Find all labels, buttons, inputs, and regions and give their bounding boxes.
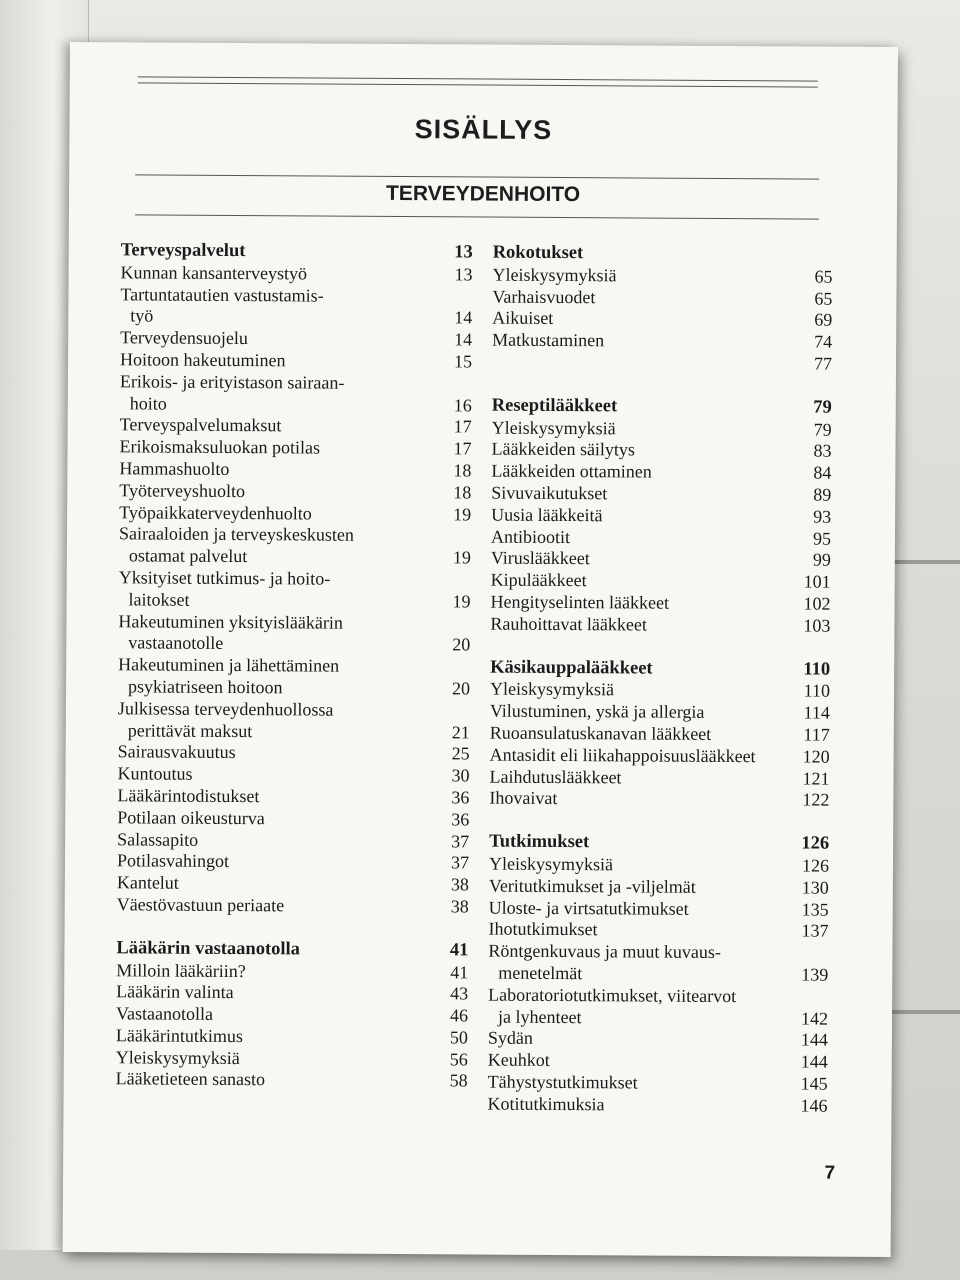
toc-entry-label: hoito [129,392,167,414]
toc-entry-page: 14 [454,307,473,328]
toc-entry-label: Antasidit eli liikahappoisuuslääkkeet [489,744,756,766]
top-rule [138,76,818,81]
toc-section-heading [493,243,833,267]
toc-entry-label: Uloste- ja virtsatutkimukset [488,897,689,919]
toc-entry-page: 20 [452,634,471,655]
toc-entry-page: 126 [801,833,830,854]
toc-section-heading [121,240,473,264]
toc-entry-label: Lääkärintutkimus [115,1025,243,1046]
toc-entry [488,941,828,965]
toc-entry-page: 114 [803,702,830,723]
toc-group [490,395,831,637]
toc-entry-page: 65 [814,288,833,309]
toc-entry [491,526,831,550]
toc-group [117,240,473,918]
toc-entry-label: Julkisessa terveydenhuollossa [117,698,334,720]
toc-entry-page: 142 [800,1007,829,1029]
toc-group [487,832,829,1117]
toc-entry-page: 38 [450,874,469,895]
toc-group [116,938,469,1093]
toc-entry [116,1047,468,1071]
toc-entry-label: Lääketieteen sanasto [115,1068,266,1090]
toc-entry [487,1093,827,1117]
toc-entry-label: Terveydensuojelu [120,327,248,349]
toc-entry [492,308,832,332]
toc-entry-label: Veritutkimukset ja -viljelmät [488,875,696,897]
toc-entry-page: 83 [813,440,832,462]
book-page [63,42,898,1257]
toc-entry-page: 135 [801,899,829,920]
toc-entry-page: 110 [803,659,831,680]
toc-entry-label: ostamat palvelut [128,545,248,567]
toc-entry-page: 139 [801,964,829,985]
toc-entry [116,1069,468,1093]
toc-entry [492,286,832,310]
toc-entry [120,284,472,308]
toc-entry-label: Lääkärin valinta [116,981,234,1003]
toc-entry-label: Työterveyshuolto [119,480,246,501]
toc-entry-label: Erikois- ja erityistason sairaan- [119,371,345,393]
page-number: 7 [824,1162,836,1184]
toc-entry-page: 19 [453,503,472,525]
toc-entry-label: Antibiootit [490,526,571,547]
toc-entry-label: Vastaanotolla [116,1003,214,1024]
toc-entry-label: Lääkkeiden ottaminen [491,460,652,482]
toc-entry [116,1003,468,1027]
toc-entry [491,592,831,616]
toc-entry-label: Salassapito [117,828,199,850]
toc-entry [118,720,470,744]
toc-entry-label: Kunnan kansanterveystyö [120,262,308,284]
toc-entry [116,960,468,984]
toc-entry [120,306,472,330]
toc-entry-label: Aikuiset [492,307,554,329]
toc-entry-label: Terveyspalvelumaksut [119,414,282,436]
toc-entry [120,415,472,439]
toc-entry-page: 77 [813,353,833,374]
toc-right-column [487,243,832,1140]
toc-entry-page: 16 [453,394,472,416]
toc-entry-label: Yleiskysymyksiä [492,264,617,286]
toc-entry [488,1050,828,1074]
toc-entry-page: 56 [449,1049,468,1070]
toc-entry-page: 93 [813,506,832,527]
toc-entry-page: 79 [813,419,832,440]
toc-entry-page: 21 [451,721,470,742]
toc-entry-label: Käsikauppalääkkeet [490,657,653,679]
toc-entry-label: Tartuntatautien vastustamis- [120,283,324,306]
toc-entry-page: 103 [803,615,831,636]
toc-entry [118,698,470,722]
toc-entry [492,417,832,441]
toc-entry [119,589,471,613]
toc-entry-label: Vilustuminen, yskä ja allergia [489,700,705,723]
toc-entry-page: 144 [800,1029,828,1050]
toc-entry [489,919,829,943]
toc-entry [489,766,829,790]
toc-entry [492,352,832,376]
toc-entry-page: 17 [453,438,472,459]
toc-entry-label: Keuhkot [487,1049,550,1071]
toc-entry [488,1028,828,1052]
toc-entry [490,744,830,768]
toc-entry-page: 130 [801,877,829,898]
toc-left-column [115,240,472,1114]
toc-entry [489,788,829,812]
toc-entry-label: ja lyhenteet [497,1006,582,1027]
toc-entry-label: Sydän [487,1027,533,1049]
toc-entry-page: 41 [449,940,469,961]
toc-entry-label: Laboratoriotutkimukset, viitearvot [488,984,737,1006]
toc-entry-label: Uusia lääkkeitä [491,504,603,526]
toc-entry [116,1025,468,1049]
toc-entry-label: menetelmät [498,962,583,984]
toc-entry [118,742,470,766]
toc-entry-label: Lääkärintodistukset [117,785,260,807]
toc-entry-page: 46 [449,1005,469,1026]
toc-entry-label: psykiatriseen hoitoon [128,676,283,698]
toc-entry-page: 15 [453,351,473,372]
toc-entry [490,701,830,725]
toc-entry-page: 120 [802,746,830,767]
toc-entry [491,570,831,594]
toc-entry [120,349,472,373]
toc-entry-page: 36 [451,809,470,830]
toc-entry [118,676,470,700]
toc-entry [119,436,471,460]
toc-entry-page: 50 [449,1027,468,1048]
toc-entry-page: 37 [450,852,470,873]
toc-entry-label: Ruoansulatuskanavan lääkkeet [489,722,712,744]
toc-entry [119,567,471,591]
toc-entry [120,393,472,417]
toc-entry-page: 18 [453,482,472,503]
toc-entry-page: 43 [450,983,469,1004]
toc-entry-page: 14 [454,329,473,350]
toc-entry-page: 137 [801,920,829,941]
toc-entry [489,853,829,877]
toc-entry [491,504,831,528]
toc-entry-label: Tutkimukset [489,831,590,853]
toc-entry-page: 74 [814,331,833,352]
toc-entry-page: 19 [452,547,471,568]
section-rule-top [135,174,819,179]
toc-entry-page: 41 [450,961,469,982]
toc-entry [119,480,471,504]
toc-entry [491,483,831,507]
toc-entry-page: 69 [814,309,833,331]
toc-entry-label: Lääkärin vastaanotolla [116,938,301,960]
toc-entry-label: Yleiskysymyksiä [489,678,615,700]
toc-entry-label: Tähystystutkimukset [487,1071,638,1093]
toc-entry-page: 18 [453,460,472,481]
toc-entry-label: Ihovaivat [489,787,558,809]
toc-entry [490,723,830,747]
toc-entry-label: Väestövastuun periaate [116,894,285,916]
toc-entry [119,458,471,482]
toc-entry [488,984,828,1008]
toc-entry [118,633,470,657]
toc-entry-label: Kantelut [116,872,179,893]
page-title: SISÄLLYS [414,114,553,145]
toc-entry-page: 102 [803,593,831,614]
toc-entry-label: Viruslääkkeet [490,547,590,569]
toc-entry-label: Erikoismaksuluokan potilas [119,436,321,458]
toc-entry [491,461,831,485]
toc-entry-label: Matkustaminen [492,329,605,351]
toc-section-heading [492,395,832,419]
toc-entry [118,654,470,678]
toc-entry [488,962,828,986]
toc-entry-label: laitokset [128,589,190,610]
toc-entry-label: Reseptilääkkeet [491,395,618,417]
toc-entry-label: Yleiskysymyksiä [115,1046,240,1068]
toc-entry-page: 19 [452,591,471,612]
toc-entry-label: Laihdutuslääkkeet [489,766,622,787]
toc-entry-label [492,373,792,375]
toc-entry-page: 84 [813,462,832,483]
toc-entry [491,439,831,463]
toc-entry-label: Kotitutkimuksia [487,1093,605,1114]
toc-entry-page: 117 [803,724,830,745]
toc-entry-label: Rokotukset [492,242,584,264]
section-title: TERVEYDENHOITO [385,181,581,207]
toc-entry-label: työ [130,305,154,326]
toc-entry-label: Hammashuolto [119,458,230,479]
toc-entry [120,327,472,351]
toc-entry-label: Hoitoon hakeutuminen [120,349,286,371]
toc-entry-label: Rauhoittavat lääkkeet [490,613,647,635]
toc-entry [116,982,468,1006]
toc-entry-label: vastaanotolle [128,632,224,654]
toc-section-heading [489,832,829,856]
toc-entry [118,611,470,635]
top-rule-double [138,82,818,87]
toc-entry [488,1006,828,1030]
toc-entry-label: Potilasvahingot [116,850,230,872]
toc-entry-label: Hengityselinten lääkkeet [490,591,670,613]
toc-entry [490,679,830,703]
toc-section-heading [490,657,830,681]
toc-entry-label: Yksityiset tutkimus- ja hoito- [118,567,331,589]
toc-entry [121,262,473,286]
toc-entry-page: 89 [813,484,832,505]
toc-entry-page: 25 [451,743,470,764]
toc-section-heading [116,938,468,962]
toc-entry-page: 145 [800,1073,828,1094]
toc-entry-page: 36 [451,787,470,808]
toc-entry-label: Sairausvakuutus [117,741,236,763]
toc-entry-label: perittävät maksut [127,719,253,741]
toc-entry [491,548,831,572]
toc-entry-page: 17 [453,416,472,437]
toc-entry-page: 99 [812,549,831,571]
toc-entry-page: 122 [802,789,830,810]
toc-entry-label: Yleiskysymyksiä [491,417,616,438]
toc-entry [117,829,469,853]
toc-entry-label: Milloin lääkäriin? [116,959,246,981]
toc-entry-page: 20 [451,678,471,699]
toc-entry-label: Sairaaloiden ja terveyskeskusten [118,523,354,546]
toc-entry-page: 101 [803,571,831,592]
toc-entry-label: Potilaan oikeusturva [117,807,265,828]
toc-entry [117,807,469,831]
toc-entry-page: 95 [812,528,832,549]
toc-entry [117,851,469,875]
toc-entry [117,763,469,787]
toc-entry-label: Ihotutkimukset [488,918,598,940]
toc-entry [489,875,829,899]
toc-entry-page: 126 [801,855,830,876]
toc-entry-label: Yleiskysymyksiä [488,853,614,875]
toc-entry [117,785,469,809]
toc-entry-page: 79 [813,397,832,418]
toc-entry [492,330,832,354]
toc-entry [119,524,471,548]
toc-entry [489,897,829,921]
toc-entry [490,613,830,637]
toc-entry-page: 65 [814,266,833,287]
toc-entry-label: Sivuvaikutukset [491,482,608,504]
toc-entry-page: 13 [454,264,473,285]
toc-entry-page: 144 [800,1051,828,1072]
toc-entry-label: Varhaisvuodet [492,286,596,307]
toc-entry-label: Kuntoutus [117,763,193,784]
toc-entry-page: 146 [800,1095,828,1116]
toc-entry [493,264,833,288]
toc-entry-page: 13 [454,242,473,263]
toc-entry [120,371,472,395]
toc-entry-page: 110 [803,680,831,701]
toc-entry-label: Lääkkeiden säilytys [491,438,636,460]
toc-entry-label: Röntgenkuvaus ja muut kuvaus- [488,940,721,963]
toc-entry-page: 37 [451,830,470,851]
toc-entry-label: Kipulääkkeet [490,569,587,591]
toc-entry-label: Terveyspalvelut [120,240,246,262]
toc-entry-page: 121 [802,768,830,789]
toc-entry-label: Hakeutuminen ja lähettäminen [118,654,340,676]
toc-entry [117,872,469,896]
toc-group [489,657,830,812]
toc-entry [117,894,469,918]
toc-entry-page: 38 [450,896,469,917]
toc-entry-label: Hakeutuminen yksityislääkärin [118,610,343,633]
toc-entry [488,1071,828,1095]
toc-entry-label: Työpaikkaterveydenhuolto [119,501,312,524]
toc-entry-page: 58 [449,1070,468,1091]
toc-entry-page: 30 [451,765,470,786]
toc-entry [119,502,471,526]
section-rule-bottom [135,214,819,219]
toc-group [492,243,833,376]
toc-entry [119,545,471,569]
